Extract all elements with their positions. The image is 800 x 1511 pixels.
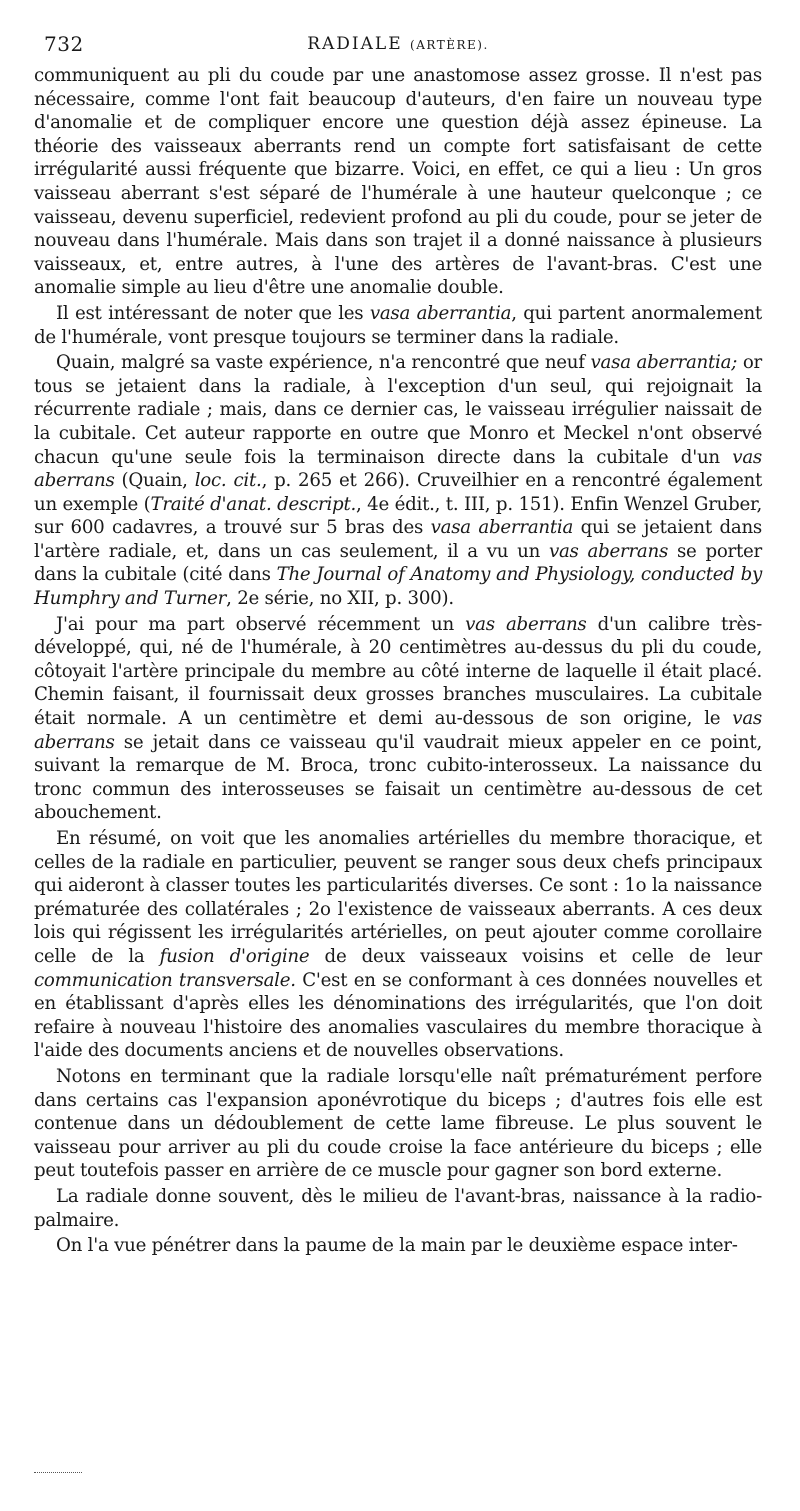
paragraph xyxy=(34,1065,762,1183)
italic-text: The Journal of Anatomy and Physiology, conducted by Humphry and Turner xyxy=(34,564,762,610)
italic-text: vasa aberrantia xyxy=(430,517,574,539)
paragraph xyxy=(34,1234,762,1258)
text-run: de deux vaisseaux voisins et celle de leur xyxy=(309,945,762,967)
page-number: 732 xyxy=(44,32,84,56)
text-run: On l'a vue pénétrer dans la paume de la main par le deuxième espace inter- xyxy=(56,1235,738,1257)
text-run: Quain, malgré sa vaste expérience, n'a rencontré que neuf xyxy=(56,352,591,374)
text-run: d'un calibre très-développé, qui, né de l'humérale, à 20 centimètres au-dessus du pli du coude, côtoyait l'artère principale du membre au côté interne de laquelle il était placé. Chemin faisant, il fournissait deux grosses branches musculaires. La cubitale était normale. A un centimètre et demi au-dessous de son origine, le xyxy=(34,613,763,730)
text-run: , qui partent anormalement de l'humérale, vont presque toujours se terminer dans la radiale. xyxy=(34,302,762,348)
text-run: se porter dans la cubitale (cité dans xyxy=(34,540,762,586)
italic-text: vas aberrans xyxy=(34,708,762,753)
text-run: (Quain, xyxy=(114,470,195,492)
italic-text: vasa aberrantia xyxy=(369,302,512,324)
italic-text: communication transversale. xyxy=(34,969,296,991)
paragraph xyxy=(34,64,762,300)
paragraph xyxy=(34,302,762,349)
page-header xyxy=(34,28,762,64)
text-run: or tous se jetaient dans la radiale, à l'exception d'un seul, qui rejoignait la récurrente radiale ; mais, dans ce dernier cas, le vaisseau irrégulier naissait de la cubitale. Cet auteur rapporte en outre que Monro et Meckel n'ont observé chacun qu'une seule fois la terminaison directe dans la cubitale d'un xyxy=(34,352,763,468)
paragraph xyxy=(34,351,762,611)
italic-text: loc. cit. xyxy=(194,470,262,492)
running-title-main: RADIALE xyxy=(307,34,403,54)
running-title xyxy=(34,34,762,54)
book-page xyxy=(34,28,762,1258)
text-run: Notons en terminant que la radiale lorsqu'elle naît prématurément perfore dans certains cas l'expansion aponévrotique du biceps ; d'autres fois elle est contenue dans un dédoublement de cette lame fibreuse. Le plus souvent le vaisseau pour arriver au pli du coude croise la face antérieure du biceps ; elle peut toutefois passer en arrière de ce muscle pour gagner son bord externe. xyxy=(34,1065,762,1182)
italic-text: vas aberrans xyxy=(465,613,587,635)
paragraph xyxy=(34,1185,762,1232)
body-text xyxy=(34,64,762,1258)
text-run: se jetait dans ce vaisseau qu'il vaudrait mieux appeler en ce point, suivant la remarque de M. Broca, tronc cubito-interosseux. La naissance du tronc commun des interosseuses se faisait un centimètre au-dessous de cet abouchement. xyxy=(34,731,762,824)
text-run: qui se jetaient dans l'artère radiale, et, dans un cas seulement, il a vu un xyxy=(34,517,762,562)
text-run: J'ai pour ma part observé récemment un xyxy=(56,613,466,635)
italic-text: vas aberrans xyxy=(548,540,669,562)
text-run: Il est intéressant de noter que les xyxy=(56,302,370,324)
text-run: communiquent au pli du coude par une anastomose assez grosse. Il n'est pas nécessaire, comme l'ont fait beaucoup d'auteurs, d'en faire un nouveau type d'anomalie et de compliquer encore une question déjà assez épineuse. La théorie des vaisseaux aberrants rend un compte fort satisfaisant de cette irrégularité aussi fréquente que bizarre. Voici, en effet, ce qui a lieu : Un gros vaisseau aberrant s'est séparé de l'humérale à une hauteur quelconque ; ce vaisseau, devenu superficiel, redevient profond au pli du coude, pour se jeter de nouveau dans l'humérale. Mais dans son trajet il a donné naissance à plusieurs vaisseaux, et, entre autres, à l'une des artères de l'avant-bras. C'est une anomalie simple au lieu d'être une anomalie double. xyxy=(34,65,762,299)
text-run: C'est en se conformant à ces données nouvelles et en établissant d'après elles les dénominations des irrégularités, que l'on doit refaire à nouveau l'histoire des anomalies vasculaires du membre thoracique à l'aide des documents anciens et de nouvelles observations. xyxy=(34,969,762,1062)
paragraph xyxy=(34,827,762,1063)
text-run: La radiale donne souvent, dès le milieu de l'avant-bras, naissance à la radio-palmaire. xyxy=(34,1185,762,1231)
running-title-sub: (ARTÈRE). xyxy=(410,38,489,52)
text-run: , 2e série, no XII, p. 300). xyxy=(226,588,454,610)
italic-text: Traité d'anat. descript. xyxy=(150,493,357,515)
paragraph xyxy=(34,613,762,825)
text-run: En résumé, on voit que les anomalies artérielles du membre thoracique, et celles de la radiale en particulier, peuvent se ranger sous deux chefs principaux qui aideront à classer toutes les particularités diverses. Ce sont : 1o la naissance prématurée des collatérales ; 2o l'existence de vaisseaux aberrants. A ces deux lois qui régissent les irrégularités artérielles, on peut ajouter comme corollaire celle de la xyxy=(34,828,762,967)
italic-text: vas aberrans xyxy=(34,446,762,492)
footer-dotted-rule xyxy=(34,1472,82,1473)
italic-text: fusion d'origine xyxy=(159,945,310,967)
text-run: , p. 265 et 266). Cruveilhier en a rencontré également un exemple ( xyxy=(34,470,763,515)
italic-text: vasa aberrantia; xyxy=(590,352,738,374)
text-run: , 4e édit., t. III, p. 151). Enfin Wenzel Gruber, sur 600 cadavres, a trouvé sur 5 bras des xyxy=(34,493,763,539)
